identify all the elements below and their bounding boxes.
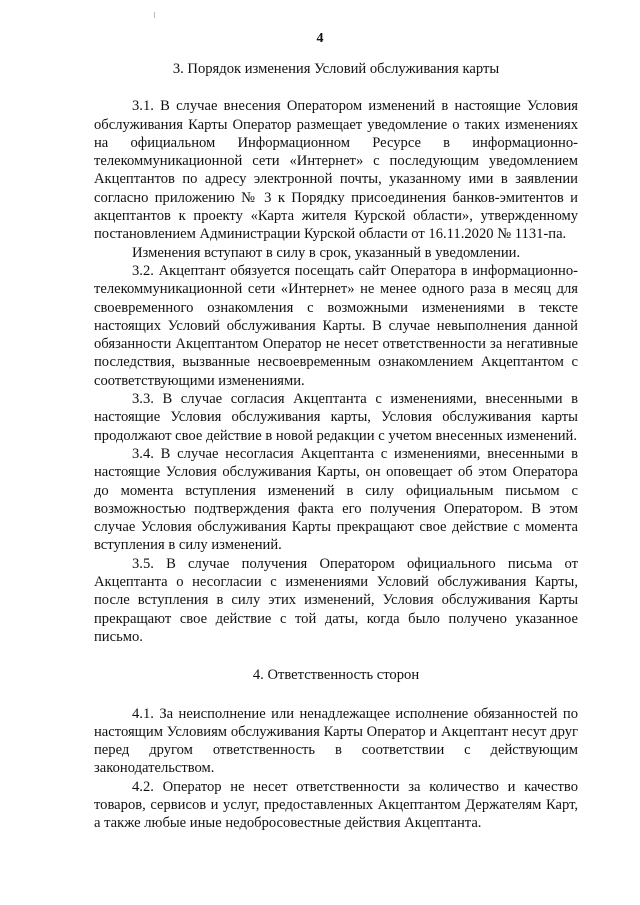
page-number: 4 [316,31,324,46]
scan-mark [154,12,155,18]
paragraph-3-5: 3.5. В случае получения Оператором официального письма от Акцептанта о несогласии с изменениями Условий обслуживания Карты, после вступления в силу этих изменений, Условия обслуживания Карты прекращают свое действие с той даты, когда было получено указанное письмо. [94,555,578,645]
paragraph-3-1-effect: Изменения вступают в силу в срок, указанный в уведомлении. [132,244,521,261]
document-body [94,60,578,833]
paragraph-3-3: 3.3. В случае согласия Акцептанта с изменениями, внесенными в настоящие Условия обслуживания карты, Условия обслуживания карты продолжают свое действие в новой редакции с учетом внесенных изменений. [94,391,578,444]
paragraph-3-4: 3.4. В случае несогласия Акцептанта с изменениями, внесенными в настоящие Условия обслуживания Карты, он оповещает об этом Оператора до момента вступления изменений в силу официальным письмом с возможностью подтверждения факта его получения Оператором. В этом случае Условия обслуживания Карты прекращают свое действие с момента вступления в силу изменений. [94,445,578,554]
section-4-title: 4. Ответственность сторон [252,667,420,684]
paragraph-4-2: 4.2. Оператор не несет ответственности за количество и качество товаров, сервисов и услуг, предоставленных Акцептантом Держателям Карт, а также любые иные недобросовестные действия Акцептанта. [94,778,578,832]
section-3-title: 3. Порядок изменения Условий обслуживания карты [172,61,500,77]
paragraph-4-1: 4.1. За неисполнение или ненадлежащее исполнение обязанностей по настоящим Условиям обслуживания Карты Оператор и Акцептант несут друг перед другом ответственность в соответствии с действующим законодательством. [94,705,578,777]
paragraph-3-2: 3.2. Акцептант обязуется посещать сайт Оператора в информационно-телекоммуникационной сети «Интернет» не менее одного раза в месяц для своевременного ознакомления с возможными изменениями в тексте настоящих Условий обслуживания Карты. В случае невыполнения данной обязанности Акцептантом Оператор не несет ответственности за негативные последствия, вызванные несвоевременным ознакомлением Акцептантом с соответствующими изменениями. [94,262,578,389]
paragraph-3-1: 3.1. В случае внесения Оператором изменений в настоящие Условия обслуживания Карты Оператор размещает уведомление о таких изменениях на официальном Информационном Ресурсе в информационно-телекоммуникационной сети «Интернет» с последующим уведомлением Акцептантов по адресу электронной почты, указанному ими в заявлении согласно приложению № 3 к Порядку присоединения банков-эмитентов и акцептантов к проекту «Карта жителя Курской области», утвержденному постановлением Администрации Курской области от 16.11.2020 № 1131-па. [94,98,578,243]
